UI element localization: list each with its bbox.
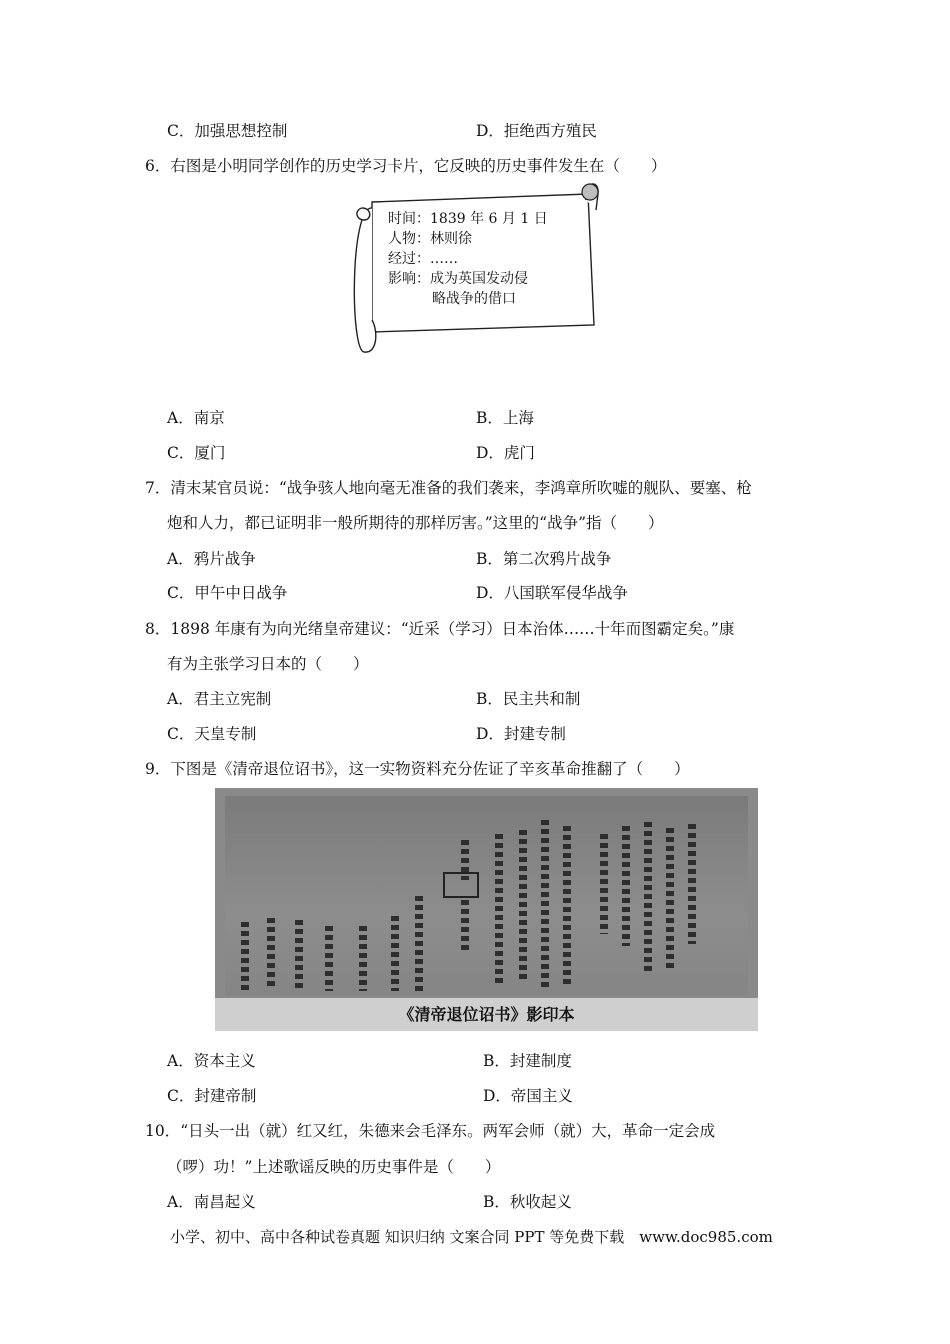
q9-option-d: D．帝国主义 [483, 1087, 573, 1105]
q8-stem-line2: 有为主张学习日本的（ ） [167, 655, 369, 673]
edict-seal [443, 872, 479, 898]
q6-option-a: A．南京 [167, 409, 225, 427]
edict-photo-caption: 《清帝退位诏书》影印本 [215, 998, 758, 1031]
history-card-scroll [350, 180, 600, 355]
q8-stem-line1: 8．1898 年康有为向光绪皇帝建议：“近采（学习）日本治体……十年而图霸定矣。”康 [145, 620, 735, 638]
abdication-edict-photo [215, 788, 758, 1031]
q9-stem: 9．下图是《清帝退位诏书》，这一实物资料充分佐证了辛亥革命推翻了（ ） [145, 760, 690, 778]
q10-option-a: A．南昌起义 [167, 1193, 256, 1211]
q5-option-d: D．拒绝西方殖民 [476, 122, 597, 140]
q7-stem-line1: 7．清末某官员说：“战争骇人地向毫无准备的我们袭来，李鸿章所吹嘘的舰队、要塞、枪 [145, 479, 752, 497]
q6-option-c: C．厦门 [167, 444, 226, 462]
q9-option-a: A．资本主义 [167, 1052, 256, 1070]
q8-option-a: A．君主立宪制 [167, 690, 272, 708]
q6-stem: 6．右图是小明同学创作的历史学习卡片，它反映的历史事件发生在（ ） [145, 157, 667, 175]
q10-option-b: B．秋收起义 [483, 1193, 572, 1211]
q7-option-c: C．甲午中日战争 [167, 584, 288, 602]
q6-option-b: B．上海 [476, 409, 534, 427]
q7-stem-line2: 炮和人力，都已证明非一般所期待的那样厉害。”这里的“战争”指（ ） [167, 514, 664, 532]
q9-option-c: C．封建帝制 [167, 1087, 257, 1105]
card-person: 人物：林则徐 [388, 231, 472, 247]
q10-stem-line1: 10．“日头一出（就）红又红，朱德来会毛泽东。两军会师（就）大，革命一定会成 [145, 1122, 716, 1140]
q7-option-d: D．八国联军侵华战争 [476, 584, 628, 602]
q5-option-c: C．加强思想控制 [167, 122, 288, 140]
q10-stem-line2: （啰）功！”上述歌谣反映的历史事件是（ ） [167, 1158, 501, 1176]
q8-option-b: B．民主共和制 [476, 690, 581, 708]
page-footer: 小学、初中、高中各种试卷真题 知识归纳 文案合同 PPT 等免费下载 www.doc985.com [170, 1228, 773, 1246]
card-impact-line2: 略战争的借口 [432, 291, 516, 307]
q7-option-b: B．第二次鸦片战争 [476, 550, 612, 568]
q8-option-c: C．天皇专制 [167, 725, 257, 743]
q7-option-a: A．鸦片战争 [167, 550, 256, 568]
card-time: 时间：1839 年 6 月 1 日 [388, 211, 548, 227]
q9-option-b: B．封建制度 [483, 1052, 572, 1070]
q8-option-d: D．封建专制 [476, 725, 566, 743]
card-impact-line1: 影响：成为英国发动侵 [388, 271, 528, 287]
edict-manuscript [225, 796, 748, 996]
q6-option-d: D．虎门 [476, 444, 535, 462]
card-process: 经过：…… [388, 251, 458, 267]
